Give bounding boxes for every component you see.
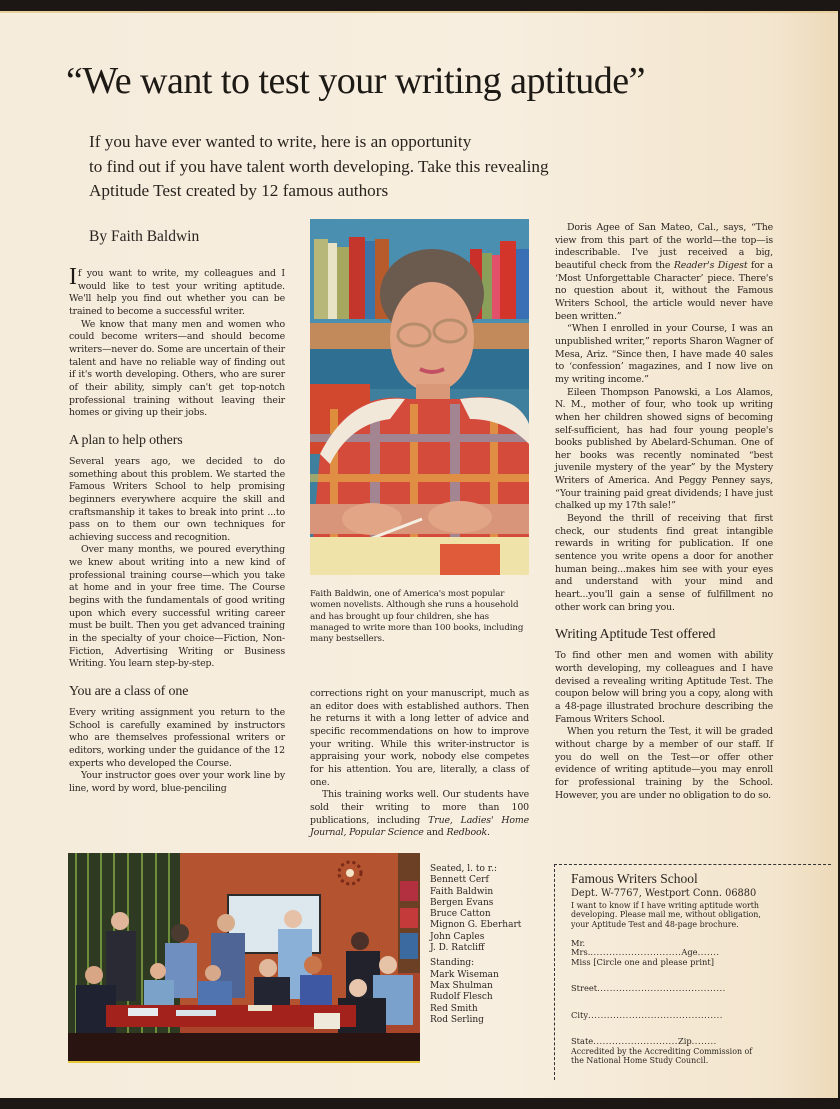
publication-names: True, Ladies' Home Journal, Popular Science xyxy=(310,814,529,839)
article-column-1 xyxy=(69,264,285,796)
testimonial-paragraph: Eileen Thompson Panowski, a Los Alamos, N. M., mother of four, who took up writing when her children showed signs of becoming self-sufficient, has had four young people's books published by Abelard-Schuman. One of her books was recently nominated “best juvenile mystery of the year” by the Mystery Writers of America. And Peggy Penney says, “Your training paid great dividends; I have just chalked up my 17th sale!” xyxy=(555,386,773,512)
article-column-3 xyxy=(555,222,773,802)
portrait-caption: Faith Baldwin, one of America's most popular women novelists. Although she runs a household and has brought up four children, she has managed to write more than 100 books, including many bestsellers. xyxy=(310,589,524,645)
zip-fill-line[interactable]: ........ xyxy=(691,1037,717,1047)
name-age-field[interactable] xyxy=(571,948,767,958)
name-item: Bergen Evans xyxy=(430,897,494,908)
drop-cap: I xyxy=(69,264,77,290)
name-item: Faith Baldwin xyxy=(430,886,494,897)
publication-name: Redbook xyxy=(446,827,487,839)
state-fill-line[interactable]: ........................... xyxy=(593,1037,678,1047)
headline: “We want to test your writing aptitude” xyxy=(66,60,645,102)
age-fill-line[interactable]: ....... xyxy=(697,948,720,958)
magazine-page xyxy=(0,11,838,1098)
coupon-title: Famous Writers School xyxy=(571,871,698,886)
publication-name: Reader's Digest xyxy=(673,259,748,271)
standing-label: Standing: xyxy=(430,958,475,969)
coupon-content xyxy=(571,871,767,1065)
paragraph: Over many months, we poured everything we knew about writing into a new kind of professional training course—which you take at home and in your free time. The Course begins with the fundamentals of good writing upon which every successful writing career must be built. Then you get advanced training in the specialty of your choice—Fiction, Non-Fiction, Advertising Writing or Business Writing. You learn step-by-step. xyxy=(69,544,285,670)
paragraph: Your instructor goes over your work line by line, word by word, blue-penciling xyxy=(69,770,285,794)
city-label: City xyxy=(571,1010,589,1020)
group-photo-illustration xyxy=(68,853,420,1061)
portrait-photo xyxy=(310,219,529,575)
title-option-mr[interactable]: Mr. xyxy=(571,938,586,948)
intro-paragraph xyxy=(69,264,285,319)
zip-label: Zip xyxy=(677,1037,692,1047)
section-heading: You are a class of one xyxy=(69,684,189,700)
name-item: Mignon G. Eberhart xyxy=(430,920,522,931)
name-fill-line[interactable]: ............................. xyxy=(590,948,682,958)
name-item: Rudolf Flesch xyxy=(430,992,493,1003)
accreditation-note: Accredited by the Accrediting Commission of the National Home Study Council. xyxy=(571,1046,753,1066)
section-heading: A plan to help others xyxy=(69,432,183,448)
paragraph: Several years ago, we decided to do something about this problem. We started the Famous Writers School to help promising beginners everywhere acquire the skill and craftsmanship it takes to break into print ...to pass on to them our own techniques for achieving success and recognition. xyxy=(69,455,285,543)
group-photo-names xyxy=(430,864,521,1026)
paragraph: Every writing assignment you return to the School is carefully examined by instructors who are themselves professional writers or editors, working under the guidance of the 12 experts who developed the Course. xyxy=(69,707,285,769)
name-item: Bennett Cerf xyxy=(430,875,489,886)
name-item: Max Shulman xyxy=(430,980,493,991)
paragraph: corrections right on your manuscript, much as an editor does with established authors. Then he returns it with a long letter of advice and specific recommendations on how to improve your writing. While this writer-instructor is appraising your work, nobody else competes for his attention. You are, literally, a class of one. xyxy=(310,688,529,788)
coupon-request-text: I want to know if I have writing aptitude worth developing. Please mail me, without obligation, your Aptitude Test and 48-page brochure. xyxy=(571,901,761,929)
name-item: Mark Wiseman xyxy=(430,969,499,980)
paragraph: When you return the Test, it will be graded without charge by a member of our staff. If you do well on the Test—or offer other evidence of writing aptitude—you may enroll for professional training by the School. However, you are under no obligation to do so. xyxy=(555,726,773,801)
name-item: Red Smith xyxy=(430,1003,478,1014)
city-field[interactable] xyxy=(571,1011,767,1021)
seated-label: Seated, l. to r.: xyxy=(430,864,497,874)
portrait-illustration xyxy=(310,219,529,575)
testimonial-paragraph xyxy=(555,222,773,323)
name-item: John Caples xyxy=(430,931,485,942)
name-item: J. D. Ratcliff xyxy=(430,943,485,954)
paragraph-text: for a ‘Most Unforgettable Character’ piece. There's no question about it, without the Famous Writers School, the article would never have been written.” xyxy=(555,259,773,322)
paragraph-text: and xyxy=(423,827,447,839)
title-option-miss[interactable]: Miss [Circle one and please print] xyxy=(571,957,714,967)
byline: By Faith Baldwin xyxy=(89,228,200,245)
testimonial-paragraph: “When I enrolled in your Course, I was an unpublished writer,” reports Sharon Wagner of Mesa, Ariz. “Since then, I have made 40 sales to ‘confession’ magazines, and I now live on my writing income.” xyxy=(555,323,773,385)
section-heading: Writing Aptitude Test offered xyxy=(555,627,716,643)
state-label: State xyxy=(571,1037,594,1047)
article-column-2 xyxy=(310,688,529,840)
paragraph: Beyond the thrill of receiving that first check, our students find great intangible rewards in writing for publication. If one sentence you write opens a door for another human being...makes him see with your eyes and understand with your mind and heart...you'll gain a sense of fulfillment no other work can bring you. xyxy=(555,513,773,613)
paragraph xyxy=(310,789,529,840)
intro-paragraph-text: f you want to write, my colleagues and I would like to test your writing aptitude. We'll help you find out whether you can be trained to become a successful writer. xyxy=(69,268,285,317)
subhead-line: to find out if you have talent worth developing. Take this revealing xyxy=(89,156,549,176)
state-zip-field[interactable] xyxy=(571,1037,767,1047)
subheadline xyxy=(89,130,649,204)
paragraph-text: Doris Agee of San Mateo, Cal., says, “The view from this part of the world—the top—is indescribable. I've just received a big, beautiful check from the xyxy=(555,222,773,271)
street-fill-line[interactable]: ......................................... xyxy=(597,984,726,994)
name-item: Rod Serling xyxy=(430,1014,484,1025)
subhead-line: If you have ever wanted to write, here is an opportunity xyxy=(89,132,472,151)
order-coupon[interactable] xyxy=(554,864,831,1080)
paragraph: To find other men and women with ability worth developing, my colleagues and I have devised a revealing writing Aptitude Test. The coupon below will bring you a copy, along with a 48-page illustrated brochure describing the Famous Writers School. xyxy=(555,650,773,725)
street-field[interactable] xyxy=(571,984,767,994)
paragraph: We know that many men and women who could become writers—and should become writers—never do. Some are uncertain of their talent and have no reliable way of finding out if it's worth developing. Others, who are surer of their ability, simply can't get top-notch professional training without leaving their homes or giving up their jobs. xyxy=(69,318,285,419)
paragraph-text: . xyxy=(487,827,490,839)
street-label: Street xyxy=(571,984,598,994)
coupon-address: Dept. W-7767, Westport Conn. 06880 xyxy=(571,888,757,899)
group-photo xyxy=(68,853,420,1063)
city-fill-line[interactable]: ........................................... xyxy=(588,1010,723,1020)
title-option-mrs[interactable]: Mrs. xyxy=(571,948,591,958)
age-label: Age xyxy=(681,948,698,958)
name-item: Bruce Catton xyxy=(430,909,491,920)
subhead-line: Aptitude Test created by 12 famous authors xyxy=(89,181,389,200)
paragraph-text: This training works well. Our students have sold their writing to more than 100 publications, including xyxy=(310,789,529,826)
